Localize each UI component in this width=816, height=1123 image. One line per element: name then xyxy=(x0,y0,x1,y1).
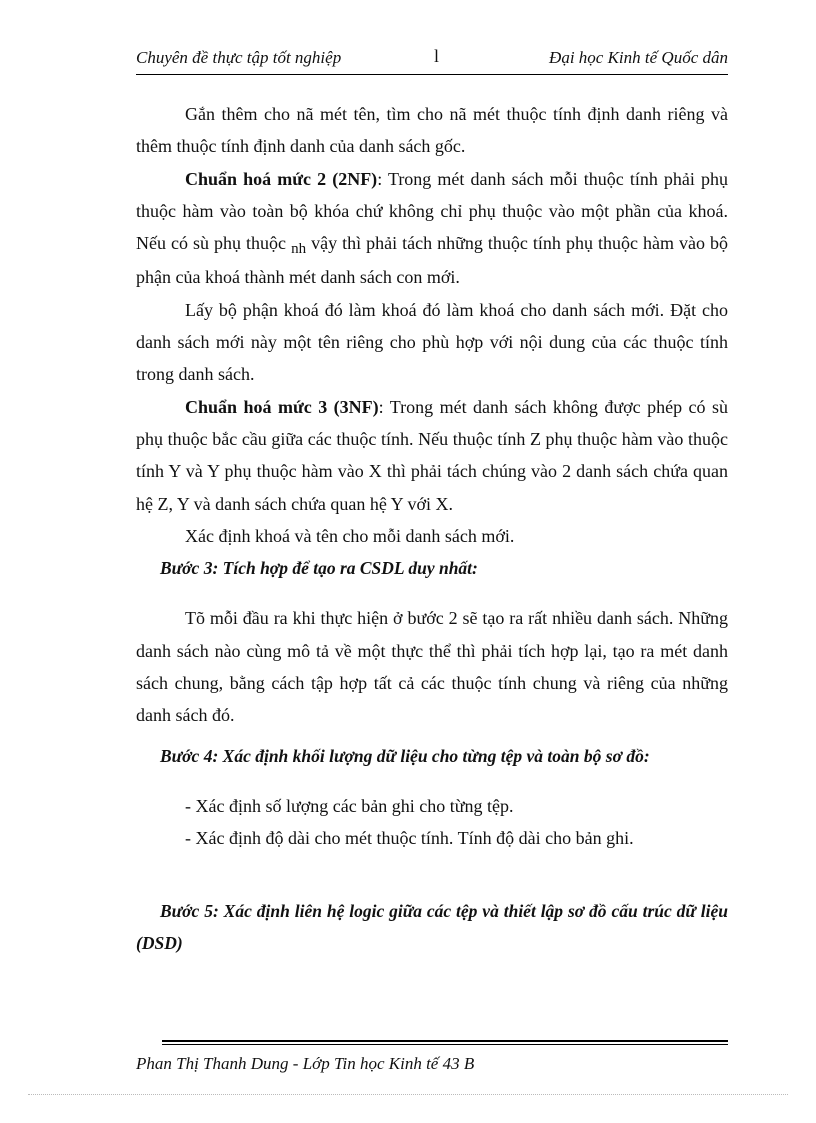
bullet-item-2: - Xác định độ dài cho mét thuộc tính. Tính độ dài cho bản ghi. xyxy=(185,828,634,849)
paragraph-3: Lấy bộ phận khoá đó làm khoá đó làm khoá cho danh sách mới. Đặt cho danh sách mới này một tên riêng cho phù hợp với nội dung của các thuộc tính trong danh sách. xyxy=(136,299,728,385)
term-3nf: Chuẩn hoá mức 3 (3NF) xyxy=(185,396,379,417)
paragraph-3nf xyxy=(136,391,728,520)
paragraph-2nf-text-a: : Trong mét danh sách mỗi thuộc tính phải phụ thuộc hàm vào toàn bộ khóa chứ không chỉ phụ thuộc vào một phần của khoá. Nếu có sù phụ thuộc xyxy=(136,168,729,254)
footer-rule-thin xyxy=(162,1044,728,1045)
page-footer: Phan Thị Thanh Dung - Lớp Tin học Kinh tế 43 B xyxy=(136,1054,475,1073)
subscript-text: nh xyxy=(291,241,307,258)
paragraph-5: Xác định khoá và tên cho mỗi danh sách mới. xyxy=(185,525,515,546)
bullet-item-1: - Xác định số lượng các bản ghi cho từng tệp. xyxy=(185,795,514,816)
header-rule xyxy=(136,74,728,75)
paragraph-3nf-text: : Trong mét danh sách không được phép có sù phụ thuộc bắc cầu giữa các thuộc tính. Nếu thuộc tính Z phụ thuộc hàm vào thuộc tính Y và Y phụ thuộc hàm vào X thì phải tách chúng vào 2 danh sách chứa quan hệ Z, Y và danh sách chứa quan hệ Y với X. xyxy=(136,396,728,514)
paragraph-6: Tõ mỗi đầu ra khi thực hiện ở bước 2 sẽ tạo ra rất nhiều danh sách. Những danh sách nào cùng mô tả về một thực thể thì phải tích hợp lại, tạo ra mét danh sách chung, bằng cách tập hợp tất cả các thuộc tính chung và riêng của những danh sách đó. xyxy=(136,608,728,726)
spacer xyxy=(136,584,728,602)
term-2nf: Chuẩn hoá mức 2 (2NF) xyxy=(185,168,378,189)
page-edge-dotted-line xyxy=(28,1094,788,1095)
header-right-title: Đại học Kinh tế Quốc dân xyxy=(549,48,728,67)
document-body xyxy=(136,98,728,959)
paragraph-2nf xyxy=(136,163,728,294)
page-header xyxy=(136,46,728,72)
step-3-heading: Bước 3: Tích hợp để tạo ra CSDL duy nhất: xyxy=(160,558,478,579)
page-number: l xyxy=(434,46,440,66)
footer-rule-thick xyxy=(162,1040,728,1042)
header-left-title: Chuyên đề thực tập tốt nghiệp xyxy=(136,48,342,67)
paragraph-1: Gắn thêm cho nã mét tên, tìm cho nã mét thuộc tính định danh riêng và thêm thuộc tính định danh của danh sách gốc. xyxy=(136,104,728,157)
spacer xyxy=(136,772,728,790)
step-4-heading: Bước 4: Xác định khối lượng dữ liệu cho từng tệp và toàn bộ sơ đồ: xyxy=(160,745,650,766)
spacer xyxy=(136,855,728,895)
paragraph-2nf-text-b: vậy thì phải tách những thuộc tính phụ thuộc hàm vào bộ phận của khoá thành mét danh sách con mới. xyxy=(136,233,728,288)
step-5-heading: Bước 5: Xác định liên hệ logic giữa các tệp và thiết lập sơ đồ cấu trúc dữ liệu (DSD) xyxy=(136,900,728,953)
